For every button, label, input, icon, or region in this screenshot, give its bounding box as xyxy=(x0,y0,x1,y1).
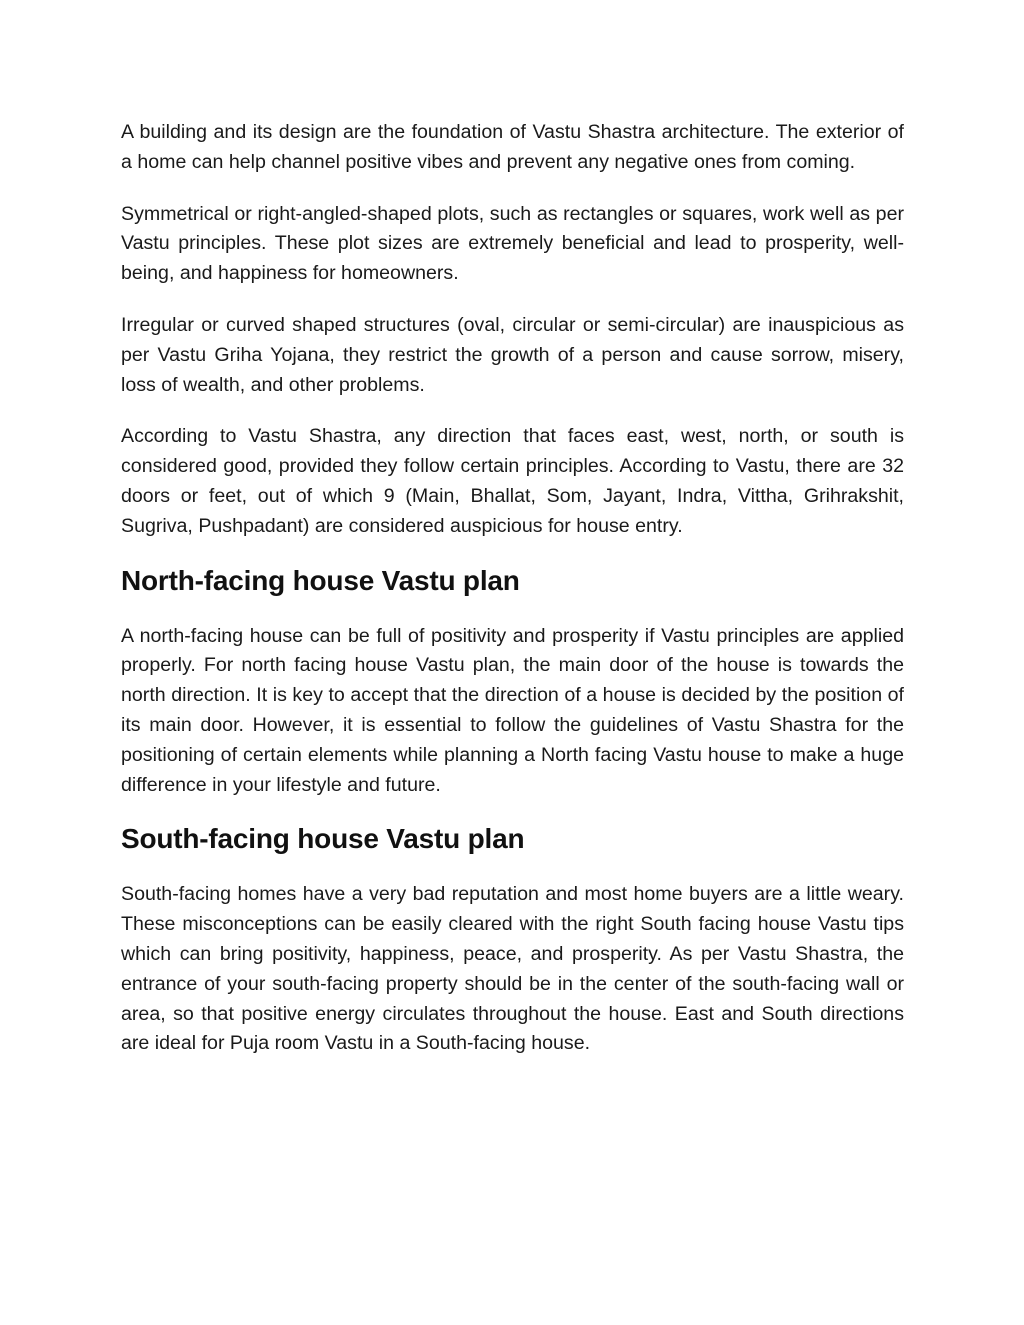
heading-south-facing: South-facing house Vastu plan xyxy=(121,823,525,855)
paragraph-directions: According to Vastu Shastra, any direction that faces east, west, north, or south is considered good, provided they follow certain principles. According to Vastu, there are 32 doors or feet, out of which 9 (Main, Bhallat, Som, Jayant, Indra, Vittha, Grihrakshit, Sugriva, Pushpadant) are considered auspicious for house entry. xyxy=(121,425,904,537)
paragraph-north-facing: A north-facing house can be full of positivity and prosperity if Vastu principles are applied properly. For north facing house Vastu plan, the main door of the house is towards the north direction. It is key to accept that the direction of a house is decided by the position of its main door. However, it is essential to follow the guidelines of Vastu Shastra for the positioning of certain elements while planning a North facing Vastu house to make a huge difference in your lifestyle and future. xyxy=(121,624,904,796)
heading-north-facing: North-facing house Vastu plan xyxy=(121,564,520,596)
paragraph-irregular-structures: Irregular or curved shaped structures (oval, circular or semi-circular) are inauspicious as per Vastu Griha Yojana, they restrict the growth of a person and cause sorrow, misery, loss of wealth, and other problems. xyxy=(121,313,904,396)
paragraph-symmetrical-plots: Symmetrical or right-angled-shaped plots, such as rectangles or squares, work well as per Vastu principles. These plot sizes are extremely beneficial and lead to prosperity, well-being, and happiness for homeowners. xyxy=(121,202,904,285)
document-page xyxy=(121,118,904,1081)
paragraph-building-design: A building and its design are the foundation of Vastu Shastra architecture. The exterior of a home can help channel positive vibes and prevent any negative ones from coming. xyxy=(121,121,904,173)
paragraph-south-facing: South-facing homes have a very bad reputation and most home buyers are a little weary. These misconceptions can be easily cleared with the right South facing house Vastu tips which can bring positivity, happiness, peace, and prosperity. As per Vastu Shastra, the entrance of your south-facing property should be in the center of the south-facing wall or area, so that positive energy circulates throughout the house. East and South directions are ideal for Puja room Vastu in a South-facing house. xyxy=(121,883,904,1055)
